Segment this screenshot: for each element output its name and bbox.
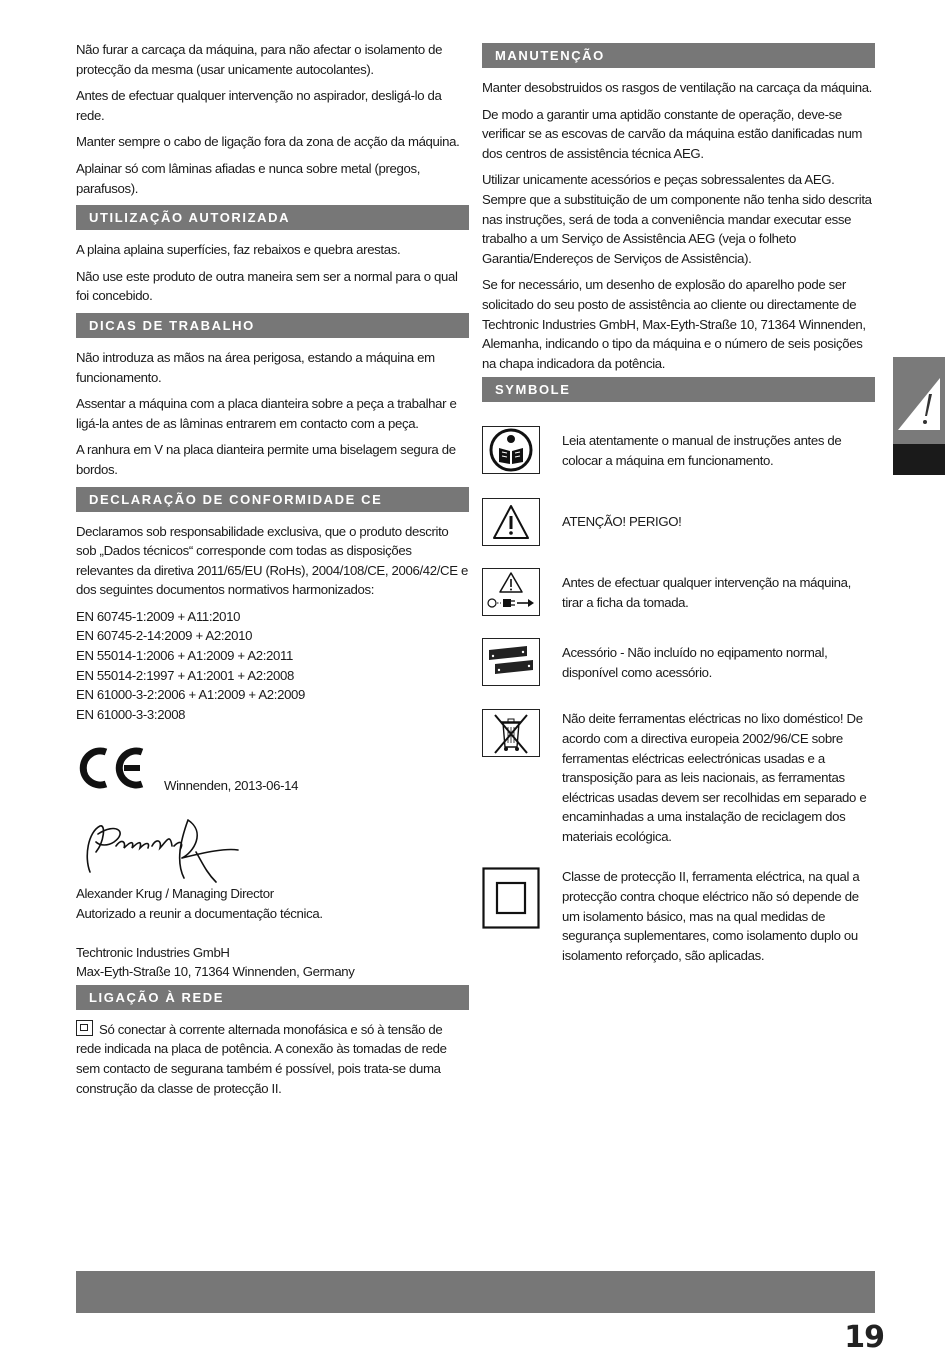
- side-tab-dark: [893, 444, 945, 475]
- accessory-blades-icon: [482, 638, 540, 686]
- symbol-text: Leia atentamente o manual de instruções antes de colocar a máquina em funcionamento.: [562, 433, 842, 468]
- weee-bin-icon: [482, 709, 540, 757]
- section-header-ligacao: LIGAÇÃO À REDE: [76, 985, 469, 1010]
- company-street: Max-Eyth-Straße 10, 71364 Winnenden, Germany: [76, 964, 355, 980]
- symbol-row: [482, 498, 875, 556]
- authorization-text: Autorizado a reunir a documentação técnica.: [76, 906, 323, 922]
- symbol-row: [482, 709, 875, 855]
- symbol-row: [482, 867, 875, 967]
- company-name: Techtronic Industries GmbH: [76, 944, 230, 960]
- paragraph: Declaramos sob responsabilidade exclusiva, que o produto descrito sob „Dados técnicos“ corresponde com todas as disposições relevantes da diretiva 2011/65/EU (RoHs), 2004/108/CE, 2006/42/CE e dos seguintes documentos normativos harmonizados:: [76, 523, 468, 598]
- section-header-declaracao: DECLARAÇÃO DE CONFORMIDADE CE: [76, 487, 469, 512]
- symbol-text: Antes de efectuar qualquer intervenção na máquina, tirar a ficha da tomada.: [562, 575, 851, 610]
- paragraph: Utilizar unicamente acessórios e peças sobressalentes da AEG. Sempre que a substituição de um componente não tenha sido descrita nas instruções, será de toda a conveniência mandar executar esse trabalho a um Serviço de Assistência AEG (veja o folheto Garantia/Endereços de Serviços de Assistência).: [482, 172, 872, 266]
- section-header-manutencao: MANUTENÇÃO: [482, 43, 875, 68]
- footer-bar: [76, 1271, 875, 1313]
- standard-item: EN 61000-3-2:2006 + A1:2009 + A2:2009: [76, 687, 306, 703]
- symbol-text: Classe de protecção II, ferramenta eléctrica, na qual a protecção contra choque eléctrico não só depende de um isolamento básico, mas na qual medidas de segurança suplementares, como isolamento duplo ou isolamento reforçado, são aplicadas.: [562, 869, 860, 963]
- standard-item: EN 55014-2:1997 + A1:2001 + A2:2008: [76, 667, 294, 683]
- symbol-text: Não deite ferramentas eléctricas no lixo doméstico! De acordo com a directiva europeia 2002/96/CE sobre ferramentas eléctricas eelectrónicas usadas e a transposição para as leis nacionais, as ferramentas eléctricas usadas devem ser recolhidas em separado e encaminhadas a uma instalação de reciclagem dos materiais ecológica.: [562, 711, 867, 844]
- warning-triangle-icon: [482, 498, 540, 546]
- symbol-row: [482, 638, 875, 697]
- standard-item: EN 61000-3-3:2008: [76, 706, 186, 722]
- paragraph: [76, 1020, 469, 1098]
- symbol-description: [562, 867, 875, 965]
- signature-image: [76, 812, 246, 884]
- symbol-description: [562, 568, 875, 612]
- ligacao-text: Só conectar à corrente alternada monofásica e só à tensão de rede indicada na placa de potência. A conexão às tomadas de rede sem contacto de segurana também é possível, pois trata-se duma construção da classe de protecção II.: [76, 1021, 447, 1096]
- symbol-description: [562, 638, 875, 682]
- read-manual-icon: [482, 426, 540, 474]
- standards-list: [76, 607, 469, 725]
- intro-paragraph: Aplainar só com lâminas afiadas e nunca sobre metal (pregos, parafusos).: [76, 160, 421, 196]
- section-header-symbole: SYMBOLE: [482, 377, 875, 402]
- standard-item: EN 60745-1:2009 + A11:2010: [76, 608, 241, 624]
- ce-row: [76, 744, 469, 802]
- paragraph: De modo a garantir uma aptidão constante de operação, deve-se verificar se as escovas de carvão da máquina estão danificadas num dos centros de assistência técnica AEG.: [482, 106, 863, 161]
- symbol-row: [482, 568, 875, 626]
- standard-item: EN 60745-2-14:2009 + A2:2010: [76, 628, 253, 644]
- company-address: [76, 943, 469, 982]
- paragraph: A plaina aplaina superfícies, faz rebaixos e quebra arestas.: [76, 242, 401, 258]
- symbol-description: [562, 498, 875, 532]
- paragraph: A ranhura em V na placa dianteira permite uma biselagem segura de bordos.: [76, 442, 456, 477]
- paragraph: Não use este produto de outra maneira sem ser a normal para o qual foi concebido.: [76, 268, 458, 304]
- intro-paragraph: Manter sempre o cabo de ligação fora da zona de acção da máquina.: [76, 134, 460, 150]
- symbol-description: [562, 709, 875, 846]
- paragraph: Manter desobstruidos os rasgos de ventilação na carcaça da máquina.: [482, 80, 872, 95]
- intro-paragraph: Antes de efectuar qualquer intervenção no aspirador, desligá-lo da rede.: [76, 88, 442, 123]
- paragraph: Se for necessário, um desenho de explosão do aparelho pode ser solicitado do seu posto de assistência ao cliente ou directamente de Techtronic Industries GmbH, Max-Eyth-Straße 10, 71364 Winnenden, Alemanha, indicando o tipo da máquina e o número de seis posições na chapa indicadora da potência.: [482, 277, 866, 371]
- symbol-description: [562, 426, 875, 470]
- place-date: Winnenden, 2013-06-14: [164, 778, 299, 794]
- unplug-icon: [482, 568, 540, 616]
- symbol-text: ATENÇÃO! PERIGO!: [562, 514, 682, 530]
- paragraph: Não introduza as mãos na área perigosa, estando a máquina em funcionamento.: [76, 349, 435, 385]
- signer-name: Alexander Krug / Managing Director: [76, 886, 274, 902]
- symbol-row: [482, 426, 875, 486]
- warning-tab-icon: [896, 372, 946, 432]
- class-ii-small-icon: [76, 1020, 93, 1036]
- symbol-text: Acessório - Não incluído no eqipamento normal, disponível como acessório.: [562, 645, 828, 680]
- section-header-utilizacao: UTILIZAÇÃO AUTORIZADA: [76, 205, 469, 230]
- right-column: [482, 43, 875, 979]
- intro-paragraph: Não furar a carcaça da máquina, para não afectar o isolamento de protecção da mesma (usar unicamente autocolantes).: [76, 42, 443, 77]
- section-header-dicas: DICAS DE TRABALHO: [76, 313, 469, 338]
- class-ii-icon: [482, 867, 540, 929]
- page-number: 19: [844, 1320, 884, 1355]
- standard-item: EN 55014-1:2006 + A1:2009 + A2:2011: [76, 648, 294, 664]
- side-tab: [893, 357, 945, 444]
- left-column: [76, 40, 469, 1105]
- paragraph: Assentar a máquina com a placa dianteira sobre a peça a trabalhar e ligá-la antes de as lâminas entrarem em contacto com a peça.: [76, 396, 457, 431]
- signer-block: [76, 884, 469, 923]
- ce-mark-icon: [76, 744, 148, 792]
